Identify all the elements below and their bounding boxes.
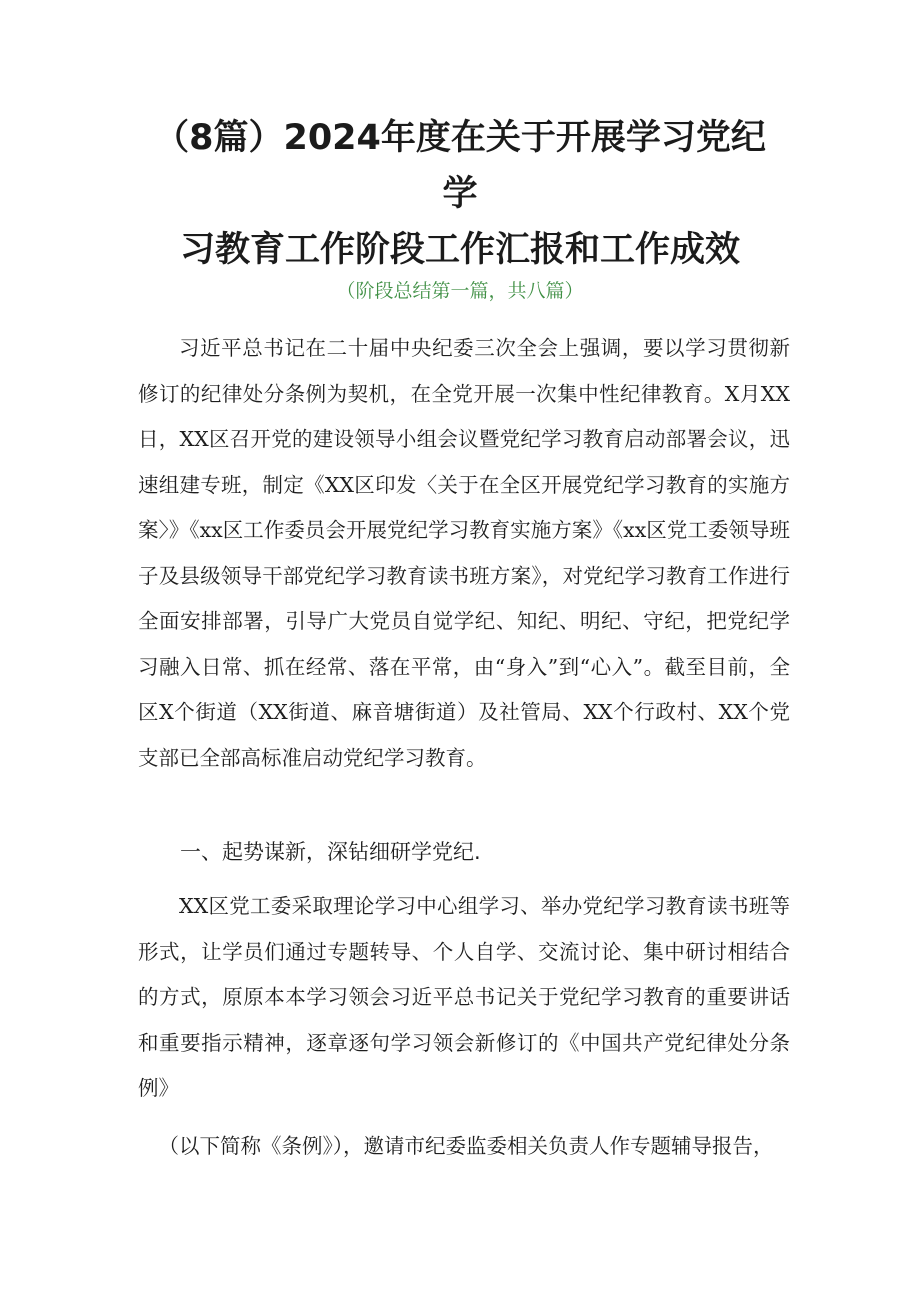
document-subtitle: （阶段总结第一篇，共八篇） bbox=[336, 280, 584, 302]
document-title bbox=[140, 110, 780, 278]
body-paragraph-3: （以下简称《条例》），邀请市纪委监委相关负责人作专题辅导报告， bbox=[158, 1134, 774, 1158]
body-paragraph-1: 习近平总书记在二十届中央纪委三次全会上强调，要以学习贯彻新修订的纪律处分条例为契机，在全党开展一次集中性纪律教育。X月XX日，XX区召开党的建设领导小组会议暨党纪学习教育启动部署会议，迅速组建专班，制定《XX区印发〈关于在全区开展党纪学习教育的实施方案〉》《xx区工作委员会开展党纪学习教育实施方案》《xx区党工委领导班子及县级领导干部党纪学习教育读书班方案》，对党纪学习教育工作进行全面安排部署，引导广大党员自觉学纪、知纪、明纪、守纪，把党纪学习融入日常、抓在经常、落在平常，由“身入”到“心入”。截至目前，全区X个街道（XX街道、麻音塘街道）及社管局、XX个行政村、XX个党支部已全部高标准启动党纪学习教育。 bbox=[138, 336, 790, 770]
section-heading-1: 一、起势谋新，深钻细研学党纪. bbox=[180, 840, 481, 864]
title-line-1: （8篇）2024年度在关于开展学习党纪学 bbox=[154, 118, 766, 214]
body-paragraph-2: XX区党工委采取理论学习中心组学习、举办党纪学习教育读书班等形式，让学员们通过专题转导、个人自学、交流讨论、集中研讨相结合的方式，原原本本学习领会习近平总书记关于党纪学习教育的重要讲话和重要指示精神，逐章逐句学习领会新修订的《中国共产党纪律处分条例》 bbox=[138, 894, 790, 1100]
title-line-2: 习教育工作阶段工作汇报和工作成效 bbox=[179, 230, 740, 270]
